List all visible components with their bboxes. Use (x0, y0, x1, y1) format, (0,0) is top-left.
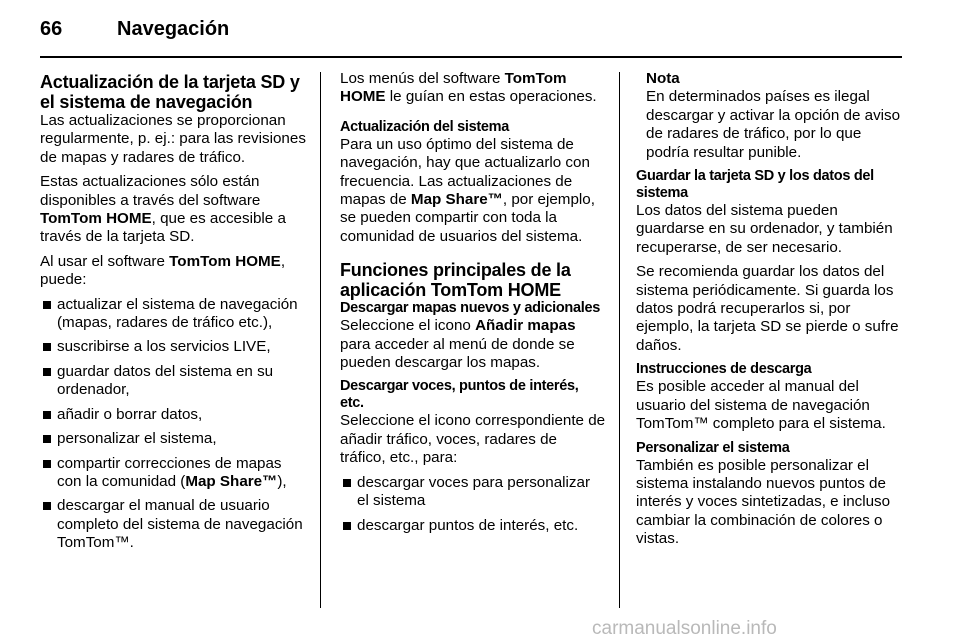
bullet-icon (43, 368, 51, 376)
paragraph (40, 112, 306, 167)
list-item-text: compartir correcciones de mapas con la comunidad ( (57, 454, 282, 490)
note-text: En determinados países es ilegal descargar y activar la opción de aviso de radares de tráfico, por lo que podría resultar punible. (646, 88, 901, 161)
list-item (340, 517, 606, 535)
paragraph-text: Los menús del software (340, 70, 505, 87)
list-item (340, 474, 606, 511)
paragraph-text: para acceder al menú de donde se pueden descargar los mapas. (340, 335, 575, 372)
subheading: Guardar la tarjeta SD y los datos del sistema (636, 168, 874, 202)
paragraph: Se recomienda guardar los datos del sistema periódicamente. Si guarda los datos podrá recuperarlos si, por ejemplo, la tarjeta SD se pierde o sufre daños. (636, 263, 899, 354)
list-item-text: descargar voces para personalizar el sistema (357, 473, 590, 510)
feature-name: Map Share™ (410, 191, 503, 209)
paragraph (40, 173, 306, 247)
paragraph-text: , puede: (40, 252, 286, 289)
list-item-text: actualizar el sistema de navegación (mapas, radares de tráfico etc.), (57, 295, 298, 332)
feature-list (40, 296, 306, 553)
paragraph (340, 70, 606, 107)
list-item (40, 406, 306, 424)
download-list (340, 474, 606, 535)
subheading: Personalizar el sistema (636, 439, 790, 456)
paragraph-text: , que es accesible a través de la tarjeta SD. (40, 210, 286, 246)
subheading: Descargar mapas nuevos y adicionales (340, 300, 600, 317)
list-item-text: descargar puntos de interés, etc. (357, 516, 579, 534)
bullet-icon (43, 301, 51, 309)
subheading: Descargar voces, puntos de interés, etc. (340, 378, 579, 412)
note-box (636, 70, 902, 162)
paragraph-text: Seleccione el icono (340, 317, 476, 335)
bullet-icon (43, 460, 51, 468)
software-name: TomTom HOME (340, 70, 567, 106)
column-middle (340, 70, 606, 541)
column-right (636, 70, 902, 555)
list-item-text: personalizar el sistema, (57, 430, 217, 448)
paragraph-text: , por ejemplo, se pueden compartir con toda la comunidad de usuarios del sistema. (340, 191, 595, 245)
paragraph-text: Al usar el software (40, 252, 170, 270)
paragraph-text: Las actualizaciones se proporcionan regularmente, p. ej.: para las revisiones de mapas y radares de tráfico. (40, 112, 306, 166)
paragraph: También es posible personalizar el sistema instalando nuevos puntos de interés y voces sintetizadas, e incluso cambiar la combinación de colores o vistas. (636, 456, 891, 548)
paragraph-text: Seleccione el icono correspondiente de añadir tráfico, voces, radares de tráfico, etc., para: (340, 412, 606, 467)
section-title: Navegación (117, 18, 230, 40)
icon-name: Añadir mapas (475, 317, 576, 335)
paragraph: Los datos del sistema pueden guardarse en su ordenador, y también recuperarse, de ser necesario. (636, 202, 893, 256)
list-item (40, 296, 306, 333)
paragraph-text: le guían en estas operaciones. (385, 88, 597, 106)
subheading: Actualización del sistema (340, 118, 509, 135)
column-divider (320, 72, 321, 608)
software-name: TomTom HOME (169, 252, 281, 270)
bullet-icon (43, 411, 51, 419)
list-item (40, 430, 306, 448)
list-item (40, 497, 306, 552)
paragraph (40, 253, 306, 290)
list-item-text: descargar el manual de usuario completo del sistema de navegación TomTom™. (57, 497, 303, 552)
column-left (40, 70, 306, 559)
paragraph (340, 136, 606, 246)
feature-name: Map Share™ (185, 472, 278, 490)
paragraph: Es posible acceder al manual del usuario del sistema de navegación TomTom™ completo para el sistema. (636, 378, 886, 433)
section-heading: Actualización de la tarjeta SD y el sistema de navegación (40, 72, 300, 112)
section-heading: Funciones principales de la aplicación TomTom HOME (340, 260, 571, 301)
list-item (40, 455, 306, 492)
list-item-text: añadir o borrar datos, (57, 405, 203, 423)
bullet-icon (43, 502, 51, 510)
paragraph-text: Para un uso óptimo del sistema de navegación, hay que actualizarlo con frecuencia. Las actualizaciones de mapas de (340, 135, 590, 209)
bullet-icon (43, 435, 51, 443)
header-rule (40, 56, 902, 58)
column-divider (619, 72, 620, 608)
paragraph (340, 317, 606, 372)
list-item (40, 338, 306, 356)
list-item-text: ), (277, 472, 287, 490)
paragraph-text: Estas actualizaciones sólo están disponibles a través del software (40, 173, 261, 209)
bullet-icon (343, 522, 351, 530)
paragraph (340, 412, 606, 467)
page-number: 66 (40, 18, 63, 40)
note-title: Nota (646, 70, 680, 87)
list-item-text: suscribirse a los servicios LIVE, (57, 338, 271, 356)
bullet-icon (343, 479, 351, 487)
watermark: carmanualsonline.info (592, 618, 777, 639)
list-item (40, 363, 306, 400)
software-name: TomTom HOME (40, 210, 152, 228)
bullet-icon (43, 343, 51, 351)
list-item-text: guardar datos del sistema en su ordenador, (57, 362, 274, 399)
subheading: Instrucciones de descarga (636, 361, 812, 378)
